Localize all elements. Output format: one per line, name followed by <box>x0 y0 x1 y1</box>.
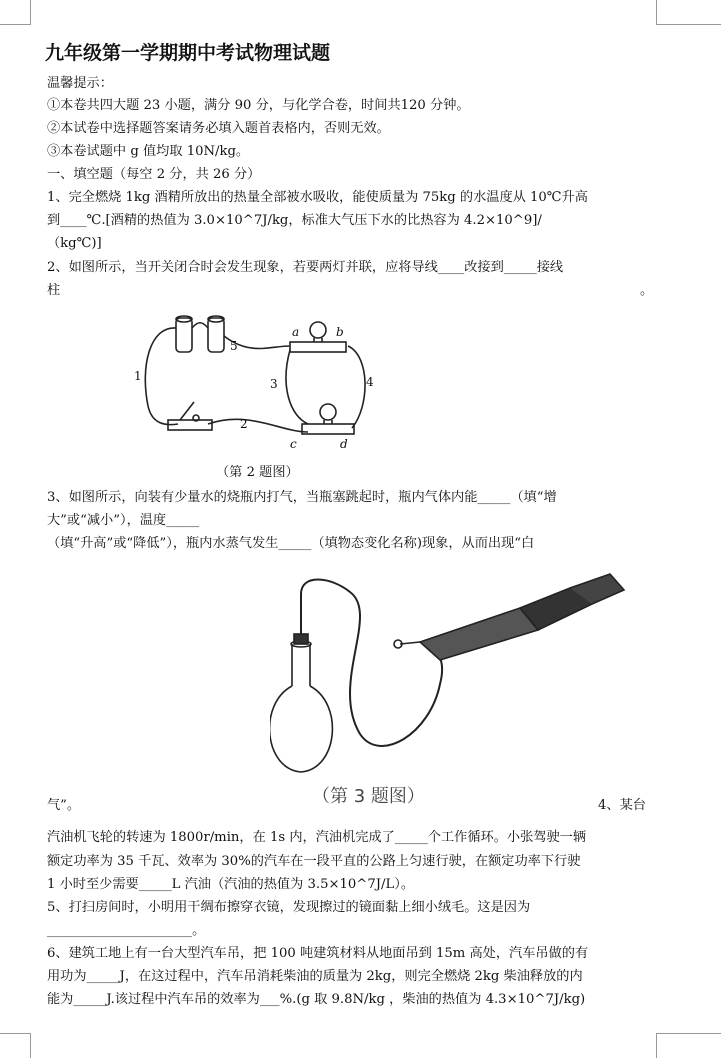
notice-item: ③本卷试题中 g 值均取 10N/kg。 <box>47 144 250 159</box>
section-heading: 一、填空题（每空 2 分，共 26 分） <box>47 167 261 182</box>
battery-cell <box>176 318 192 352</box>
question-3-text: 大”或“减小”），温度_____ <box>47 513 200 528</box>
battery-cell <box>208 318 224 352</box>
question-5-text: ______________________。 <box>47 923 206 938</box>
wire-label-2: 2 <box>240 417 248 431</box>
crop-mark-bottom-right <box>656 1033 721 1058</box>
question-4-text: 1 小时至少需要_____L 汽油（汽油的热值为 3.5×10^7J/L）。 <box>47 877 415 892</box>
question-4-start: 4、某台 <box>598 798 646 813</box>
question-3-text: 气”。 <box>47 798 81 813</box>
question-4-text: 额定功率为 35 千瓦、效率为 30%的汽车在一段平直的公路上匀速行驶，在额定功率下行驶 <box>47 854 581 869</box>
notice-item: ①本卷共四大题 23 小题，满分 90 分，与化学合卷，时间共120 分钟。 <box>47 98 470 113</box>
question-4-text: 汽油机飞轮的转速为 1800r/min，在 1s 内，汽油机完成了_____个工作循环。小张驾驶一辆 <box>47 830 587 845</box>
figure-2-caption: （第 2 题图） <box>216 465 299 480</box>
question-1-text: 1、完全燃烧 1kg 酒精所放出的热量全部被水吸收，能使质量为 75kg 的水温度从 10℃升高 <box>47 190 588 205</box>
question-2-text-end: 。 <box>640 283 654 298</box>
lamp-base-top <box>290 342 346 352</box>
question-2-text: 2、如图所示，当开关闭合时会发生现象，若要两灯并联，应将导线____改接到_____接线 <box>47 260 564 275</box>
question-6-text: 能为_____J.该过程中汽车吊的效率为___%.(g 取 9.8N/kg ，柴油的热值为 4.3×10^7J/kg) <box>47 992 586 1007</box>
wire-label-3: 3 <box>270 377 278 391</box>
flask-body <box>270 686 332 772</box>
crop-mark-top-right <box>656 0 721 25</box>
question-1-text: 到____℃.[酒精的热值为 3.0×10^7J/kg，标准大气压下水的比热容为 4.2×10^9]/ <box>47 213 542 228</box>
terminal-label-a: a <box>292 325 300 339</box>
notice-item: ②本试卷中选择题答案请务必填入题首表格内，否则无效。 <box>47 121 390 136</box>
wire-label-1: 1 <box>134 369 142 383</box>
question-3-text: 3、如图所示，向装有少量水的烧瓶内打气，当瓶塞跳起时，瓶内气体内能_____（填“增 <box>47 490 557 505</box>
circuit-diagram <box>130 306 390 456</box>
flask-pump-figure <box>270 564 650 784</box>
terminal-label-d: d <box>340 437 348 451</box>
question-6-text: 6、建筑工地上有一台大型汽车吊，把 100 吨建筑材料从地面吊到 15m 高处，汽车吊做的有 <box>47 946 589 961</box>
crop-mark-top-left <box>0 0 31 25</box>
question-2-text: 柱 <box>47 283 61 298</box>
wire-label-5: 5 <box>230 339 238 353</box>
terminal-label-c: c <box>290 437 297 451</box>
wire-label-4: 4 <box>366 375 374 389</box>
question-5-text: 5、打扫房间时，小明用干绸布擦穿衣镜，发现擦过的镜面黏上细小绒毛。这是因为 <box>47 900 531 915</box>
question-1-text: （kg℃)] <box>47 236 102 251</box>
lamp-base-bottom <box>302 424 354 434</box>
flask-neck <box>292 644 310 686</box>
question-3-text: （填“升高”或“降低”），瓶内水蒸气发生_____（填物态变化名称)现象，从而出现“白 <box>47 536 535 551</box>
notice-header: 温馨提示： <box>47 76 113 91</box>
figure-3-caption: （第 3 题图） <box>312 786 425 807</box>
crop-mark-bottom-left <box>0 1033 31 1058</box>
terminal-label-b: b <box>336 325 344 339</box>
question-6-text: 用功为_____J，在这过程中，汽车吊消耗柴油的质量为 2kg，则完全燃烧 2kg 柴油释放的内 <box>47 969 583 984</box>
page-title: 九年级第一学期期中考试物理试题 <box>45 42 331 64</box>
